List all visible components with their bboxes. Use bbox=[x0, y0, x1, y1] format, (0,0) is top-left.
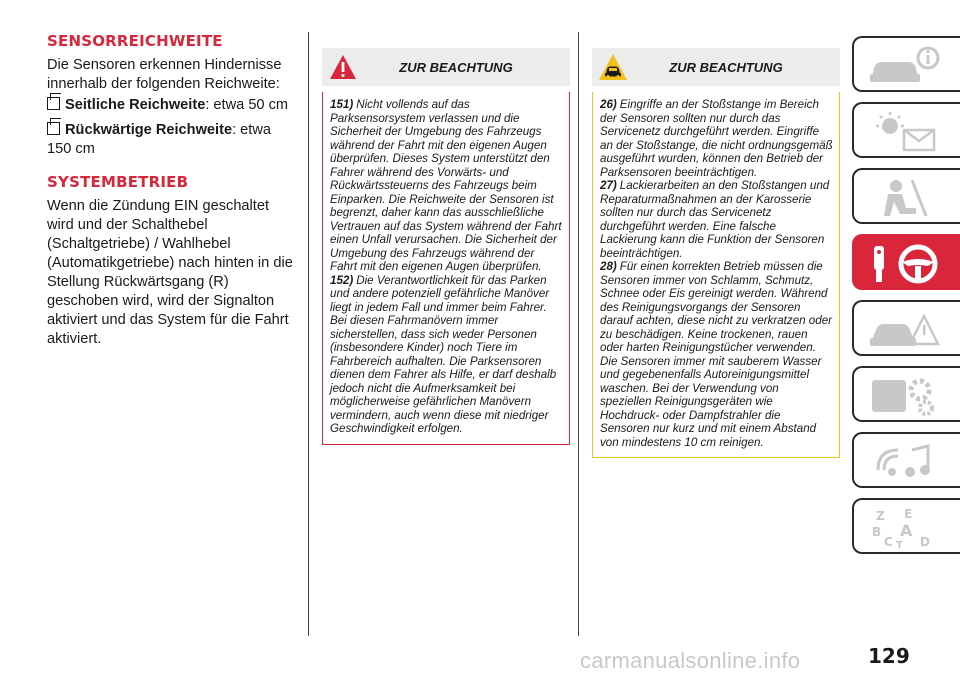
warning-box-yellow bbox=[592, 48, 840, 458]
index-letter: C bbox=[884, 535, 893, 549]
section-heading-operation: SYSTEMBETRIEB bbox=[47, 173, 189, 191]
bullet-item-rear bbox=[47, 121, 297, 159]
tab-starting-driving[interactable] bbox=[852, 234, 960, 290]
tab-multimedia[interactable] bbox=[852, 432, 960, 488]
bullet-value: : etwa 150 cm bbox=[47, 122, 272, 157]
note-number: 26) bbox=[600, 98, 617, 111]
warning-body bbox=[322, 92, 570, 445]
tab-index[interactable] bbox=[852, 498, 960, 554]
main-column bbox=[47, 32, 297, 349]
bullet-box-icon bbox=[47, 97, 60, 110]
seat-airbag-icon bbox=[868, 176, 948, 220]
warning-body bbox=[592, 92, 840, 458]
index-letter: T bbox=[896, 540, 903, 550]
note-number: 28) bbox=[600, 260, 617, 273]
emergency-car-icon bbox=[868, 308, 948, 352]
index-letters-icon bbox=[868, 506, 948, 550]
note-text: Lackierarbeiten an den Stoßstangen und Reparaturmaßnahmen an der Karosserie sollten nur durch das Servicenetz durchgeführt werden. Eine falsche Lackierung kann die Funktion der Sensoren beeinträchtigen. bbox=[600, 179, 830, 260]
maintenance-gears-icon bbox=[868, 374, 948, 418]
tab-car-info[interactable] bbox=[852, 36, 960, 92]
note-number: 152) bbox=[330, 273, 354, 287]
warning-header bbox=[322, 48, 570, 86]
warning-title: ZUR BEACHTUNG bbox=[669, 60, 783, 75]
bullet-box-icon bbox=[47, 122, 60, 135]
multimedia-icon bbox=[868, 440, 948, 484]
car-info-icon bbox=[868, 44, 948, 88]
note-152 bbox=[330, 274, 563, 436]
note-text: Für einen korrekten Betrieb müssen die Sensoren immer von Schlamm, Schmutz, Schnee oder Eis gereinigt werden. Während des Reinigungsvorgangs der Sensoren darauf achten, diese nicht zu verkratzen oder zu beschädigen. Keine trockenen, rauen oder harten Reinigungstücher verwenden. Die Sensoren immer mit sauberem Wasser und gegebenenfalls Autoreinigungsmittel waschen. Bei der Verwendung von speziellen Reinigungsgeräten wie Hochdruck- oder Dampfstrahler die Sensoren nur kurz und mit einem Abstand von mindestens 10 cm reinigen. bbox=[600, 260, 833, 449]
tab-emergency[interactable] bbox=[852, 300, 960, 356]
note-number: 151) bbox=[330, 98, 354, 111]
index-letter: D bbox=[920, 535, 930, 549]
note-text: Die Verantwortlichkeit für das Parken und andere potenziell gefährliche Manöver liegt in jedem Fall und immer beim Fahrer. Bei diesen Fahrmanövern immer sicherstellen, dass sich weder Personen (insbesondere Kinder) noch Tiere im Fahrbereich aufhalten. Die Parksensoren dienen dem Fahrer als Hilfe, er darf deshalb jedoch nicht die Aufmerksamkeit bei möglicherweise gefährlichen Manövern vermindern, auch wenn diese mit niedriger Geschwindigkeit erfolgen. bbox=[330, 273, 557, 435]
warning-title: ZUR BEACHTUNG bbox=[399, 60, 513, 75]
range-intro: Die Sensoren erkennen Hindernisse innerhalb der folgenden Reichweite: bbox=[47, 57, 282, 92]
tab-safety[interactable] bbox=[852, 168, 960, 224]
tab-warning-lights[interactable] bbox=[852, 102, 960, 158]
index-letter: E bbox=[904, 507, 913, 521]
key-steering-wheel-icon bbox=[868, 242, 948, 286]
bullet-label: Rückwärtige Reichweite bbox=[65, 122, 233, 138]
note-27 bbox=[600, 179, 833, 260]
note-28 bbox=[600, 260, 833, 449]
bullet-value: : etwa 50 cm bbox=[205, 97, 289, 113]
tab-maintenance[interactable] bbox=[852, 366, 960, 422]
index-letter: Z bbox=[876, 509, 885, 523]
note-text: Nicht vollends auf das Parksensorsystem verlassen und die Sicherheit der Umgebung des Fahrzeugs während der Fahrt mit den eigenen Augen überprüfen. Dieses System unterstützt den Fahrer während des Vorwärts- und Rückwärtssteuerns des Fahrzeugs beim Einparken. Die Reichweite der Sensoren ist begrenzt, daher kann das ausschließliche Vertrauen auf das System während der Fahrt einen Unfall verursachen. Die Sicherheit der Umgebung des Fahrzeugs während der Fahrt mit den eigenen Augen überprüfen. bbox=[330, 98, 562, 273]
column-divider bbox=[578, 32, 579, 636]
warning-box-red bbox=[322, 48, 570, 445]
watermark: carmanualsonline.info bbox=[580, 648, 801, 673]
index-letter: B bbox=[872, 525, 882, 539]
note-151 bbox=[330, 98, 563, 274]
section-heading-range: SENSORREICHWEITE bbox=[47, 32, 223, 50]
note-text: Eingriffe an der Stoßstange im Bereich der Sensoren sollten nur durch das Servicenetz durchgeführt werden. Eingriffe an der Stoßstange, die nicht ordnungsgemäß ausgeführt wurden, können den Betrieb der Parksensoren beeinträchtigen. bbox=[600, 98, 833, 179]
index-letter: A bbox=[900, 521, 913, 540]
column-divider bbox=[308, 32, 309, 636]
warning-header bbox=[592, 48, 840, 86]
note-number: 27) bbox=[600, 179, 617, 192]
warning-lights-icon bbox=[868, 110, 948, 154]
bullet-item-side bbox=[47, 96, 297, 115]
page-number: 129 bbox=[868, 644, 910, 668]
bullet-label: Seitliche Reichweite bbox=[65, 97, 206, 113]
operation-text: Wenn die Zündung EIN geschaltet wird und der Schalthebel (Schaltgetriebe) / Wahlhebel (Automatikgetriebe) nach hinten in die Stellung Rückwärtsgang (R) geschoben wird, wird der Signalton aktiviert und das System für die Fahrt aktiviert. bbox=[47, 198, 293, 347]
note-26 bbox=[600, 98, 833, 179]
